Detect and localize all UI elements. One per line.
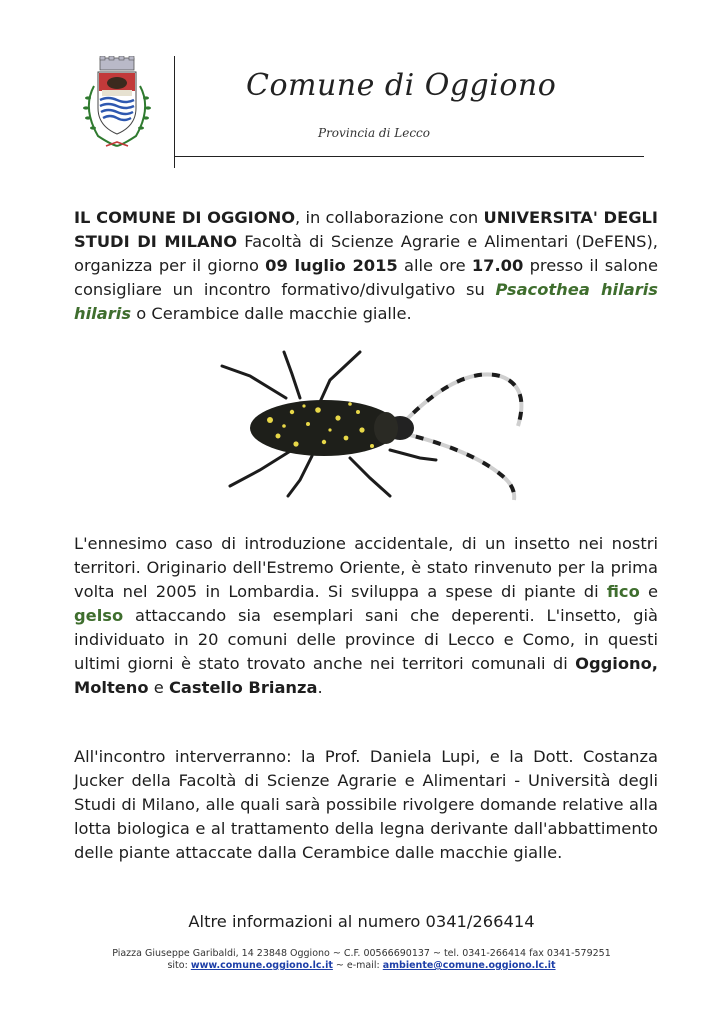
- email-link[interactable]: ambiente@comune.oggiono.lc.it: [382, 960, 556, 971]
- plant-fico: fico: [606, 582, 640, 601]
- footer-address: Piazza Giuseppe Garibaldi, 14 23848 Oggiono ~ C.F. 00566690137 ~ tel. 0341-266414 fax 0341-579251: [112, 948, 611, 959]
- desc-text-2: e: [639, 582, 658, 601]
- university-name: UNIVERSITA' DEGLI STUDI DI MILANO: [74, 208, 658, 251]
- event-time: 17.00: [471, 256, 524, 275]
- footer-contacts: [0, 960, 723, 972]
- intro-text-3: alle ore: [397, 256, 472, 275]
- footer: [0, 948, 723, 972]
- more-info-line: Altre informazioni al numero 0341/266414: [188, 912, 535, 931]
- header-horizontal-divider: [174, 156, 644, 157]
- org-name: IL COMUNE DI OGGIONO: [74, 208, 296, 227]
- town-castello: Castello Brianza: [168, 678, 318, 697]
- email-label: ~ e-mail:: [332, 960, 383, 971]
- beetle-icon: [200, 346, 530, 506]
- event-date: 09 luglio 2015: [265, 256, 398, 275]
- desc-text-3: attaccando sia esemplari sani che deperenti. L'insetto, già individuato in 20 comuni delle province di Lecco e Como, in questi ultimi giorni è stato trovato anche nei territori comunali di: [74, 606, 658, 673]
- header-vertical-divider: [174, 56, 175, 168]
- intro-text-5: o Cerambice dalle macchie gialle.: [131, 304, 412, 323]
- intro-paragraph: [74, 206, 658, 326]
- description-paragraph: [74, 532, 658, 700]
- page-subtitle: Provincia di Lecco: [318, 126, 430, 140]
- plant-gelso: gelso: [74, 606, 124, 625]
- municipal-crest-icon: [76, 56, 158, 152]
- desc-text-4: e: [148, 678, 169, 697]
- site-label: sito:: [167, 960, 191, 971]
- intro-text-1: , in collaborazione con: [295, 208, 484, 227]
- page-title: Comune di Oggiono: [246, 68, 557, 103]
- intro-text-2: Facoltà di Scienze Agrarie e Alimentari (DeFENS), organizza per il giorno: [74, 232, 658, 275]
- desc-text-1: L'ennesimo caso di introduzione accidentale, di un insetto nei nostri territori. Originario dell'Estremo Oriente, è stato rinvenuto per la prima volta nel 2005 in Lombardia. Si sviluppa a spese di piante di: [74, 534, 658, 601]
- intro-text-4: presso il salone consigliare un incontro formativo/divulgativo su: [74, 256, 658, 299]
- speakers-paragraph: All'incontro interverranno: la Prof. Daniela Lupi, e la Dott. Costanza Jucker della Facoltà di Scienze Agrarie e Alimentari - Università degli Studi di Milano, alle quali sarà possibile rivolgere domande relative alla lotta biologica e al trattamento della legna derivante dall'abbattimento delle piante attaccate dalla Cerambice dalle macchie gialle.: [74, 747, 658, 862]
- desc-text-5: .: [317, 678, 323, 697]
- site-link[interactable]: www.comune.oggiono.lc.it: [190, 960, 333, 971]
- species-name: Psacothea hilaris hilaris: [74, 280, 658, 323]
- towns-list: Oggiono, Molteno: [74, 654, 658, 697]
